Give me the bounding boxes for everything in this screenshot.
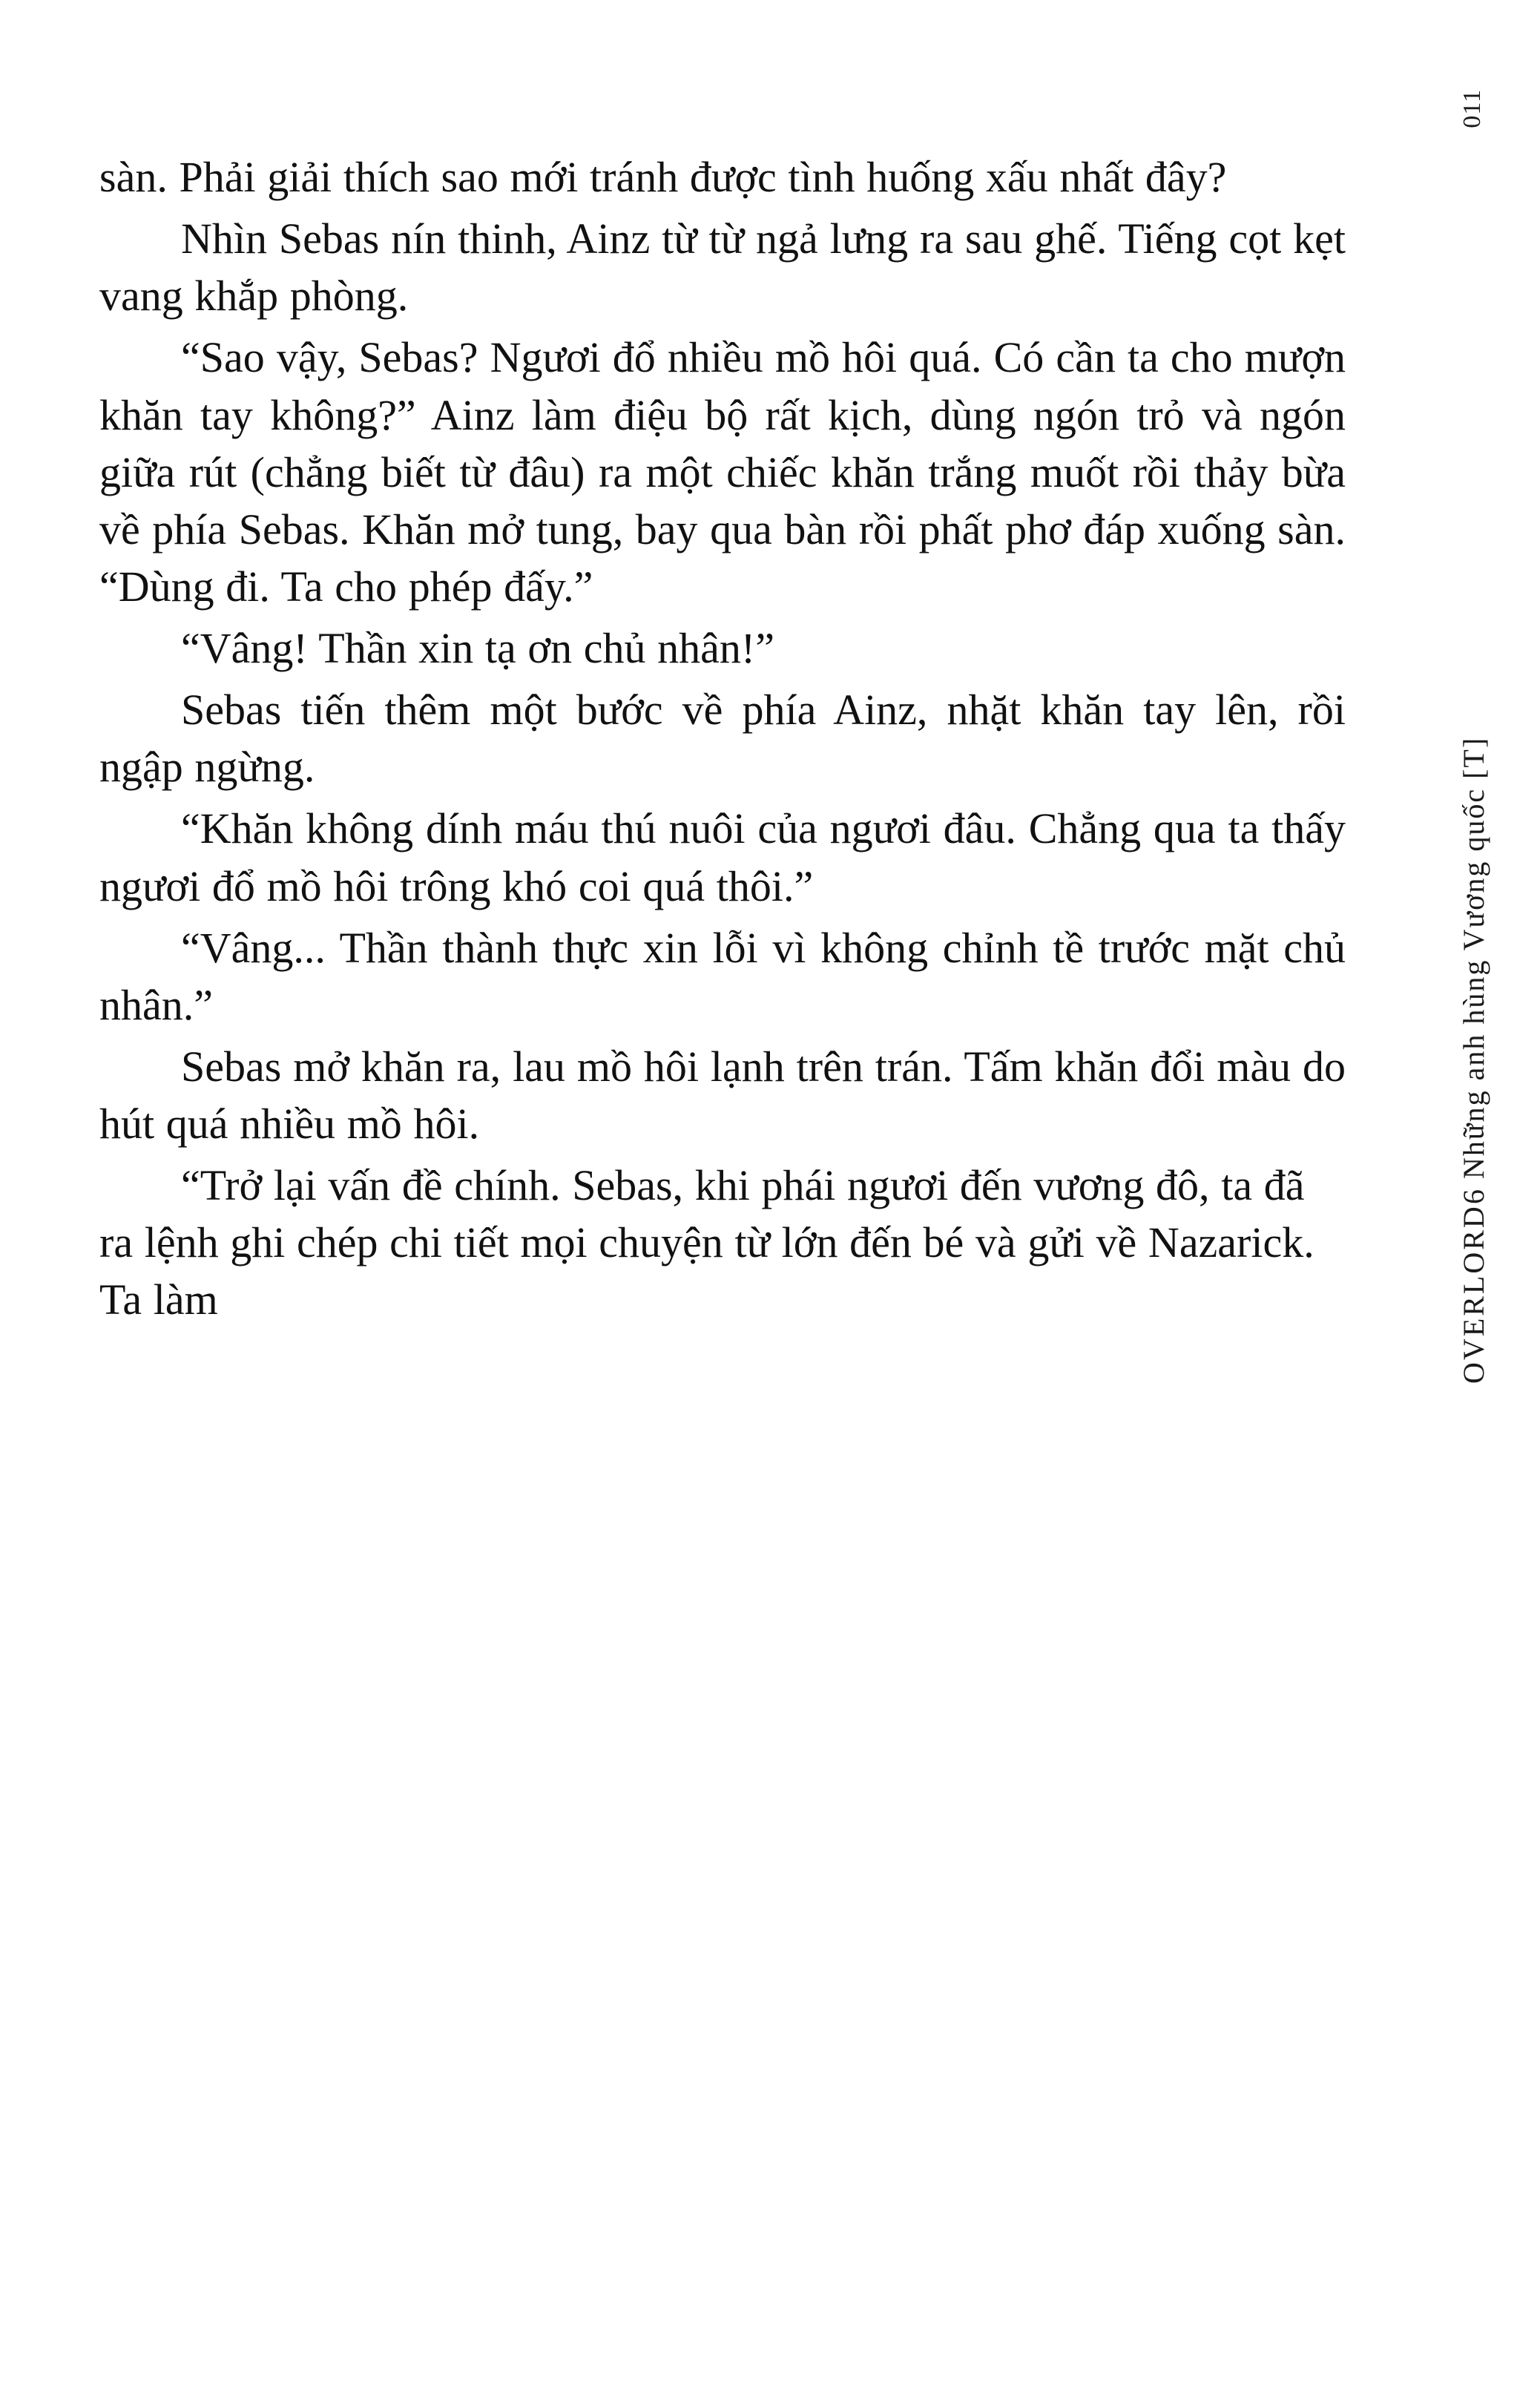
paragraph: Nhìn Sebas nín thinh, Ainz từ từ ngả lưng ra sau ghế. Tiếng cọt kẹt vang khắp phòng. (99, 214, 1346, 321)
paragraph: “Vâng... Thần thành thực xin lỗi vì không chỉnh tề trước mặt chủ nhân.” (99, 923, 1346, 1029)
paragraph: “Sao vậy, Sebas? Ngươi đổ nhiều mồ hôi quá. Có cần ta cho mượn khăn tay không?” Ainz làm điệu bộ rất kịch, dùng ngón trỏ và ngón giữa rút (chẳng biết từ đâu) ra một chiếc khăn trắng muốt rồi thảy bừa về phía Sebas. Khăn mở tung, bay qua bàn rồi phất phơ đáp xuống sàn. “Dùng đi. Ta cho phép đấy.” (99, 333, 1346, 611)
page-number: 011 (1458, 89, 1486, 128)
paragraph: “Khăn không dính máu thú nuôi của ngươi đâu. Chẳng qua ta thấy ngươi đổ mồ hôi trông khó coi quá thôi.” (99, 804, 1346, 910)
paragraph: Sebas mở khăn ra, lau mồ hôi lạnh trên trán. Tấm khăn đổi màu do hút quá nhiều mồ hôi. (99, 1042, 1346, 1148)
body-text-column (99, 148, 1346, 1333)
running-head (1455, 197, 1491, 1384)
paragraph: sàn. Phải giải thích sao mới tránh được tình huống xấu nhất đây? (99, 153, 1227, 201)
running-head-title: 6 Những anh hùng Vương quốc [T] (1457, 737, 1490, 1205)
paragraph: “Vâng! Thần xin tạ ơn chủ nhân!” (181, 624, 774, 672)
paragraph: Sebas tiến thêm một bước về phía Ainz, nhặt khăn tay lên, rồi ngập ngừng. (99, 686, 1346, 792)
running-head-series: OVERLORD (1457, 1204, 1490, 1384)
paragraph: “Trở lại vấn đề chính. Sebas, khi phái ngươi đến vương đô, ta đã ra lệnh ghi chép chi tiết mọi chuyện từ lớn đến bé và gửi về Nazarick. Ta làm (99, 1161, 1314, 1324)
